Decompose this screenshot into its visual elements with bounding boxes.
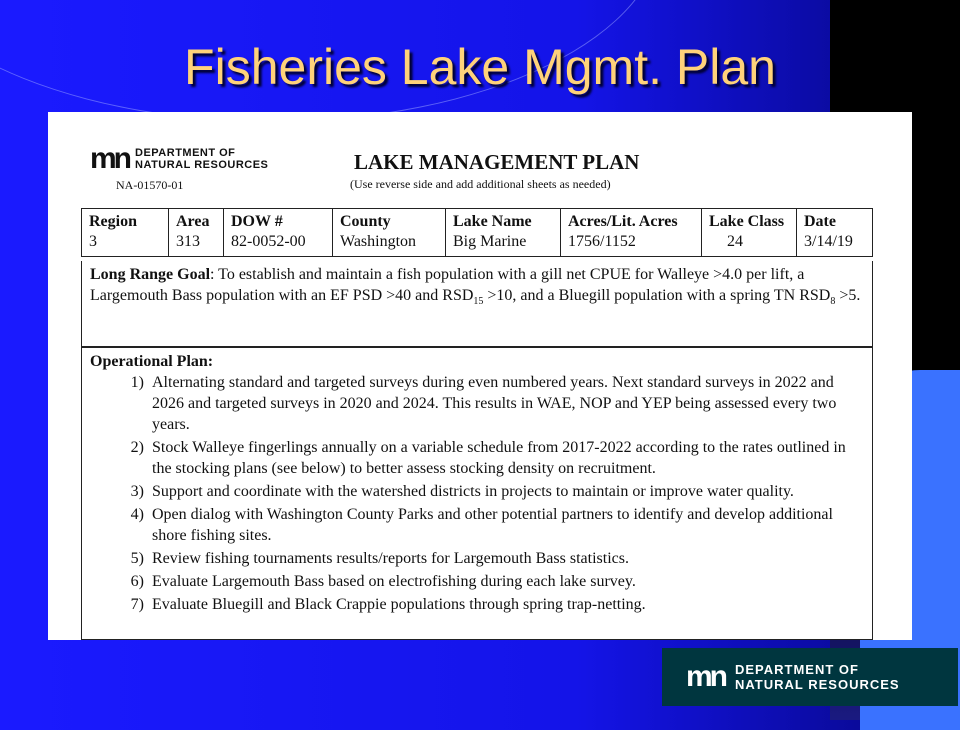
plan-item-text: Evaluate Bluegill and Black Crappie populations through spring trap-netting. — [152, 596, 646, 613]
plan-item — [90, 594, 864, 615]
corner-dnr-line1: DEPARTMENT OF — [735, 662, 859, 677]
corner-dnr-text — [735, 662, 900, 692]
plan-item-number: 3) — [130, 483, 144, 500]
form-id: NA-01570-01 — [116, 178, 184, 192]
goal-sub-2: 8 — [830, 296, 836, 308]
plan-item — [90, 504, 864, 546]
dnr-logo-line2: NATURAL RESOURCES — [135, 159, 269, 171]
info-cell-date: Date 3/14/19 — [797, 209, 873, 257]
corner-mn-logo-mark: mn — [686, 660, 725, 693]
goal-sub-1: 15 — [473, 296, 484, 308]
corner-dnr-logo — [662, 648, 958, 706]
plan-item-text: Stock Walleye fingerlings annually on a variable schedule from 2017-2022 according to the rates outlined in the stocking plans (see below) to better assess stocking density on recruitment. — [152, 439, 846, 477]
plan-list — [90, 372, 864, 615]
goal-text-3: >5. — [835, 287, 861, 304]
plan-heading: Operational Plan: — [90, 353, 214, 370]
document-title: LAKE MANAGEMENT PLAN — [354, 150, 640, 174]
plan-item-text: Alternating standard and targeted surveys during even numbered years. Next standard surveys in 2022 and 2026 and targeted surveys in 2020 and 2024. This results in WAE, NOP and YEP being assessed every two years. — [152, 374, 837, 433]
goal-text-2: >10, and a Bluegill population with a spring TN RSD — [483, 287, 831, 304]
plan-item-text: Support and coordinate with the watershed districts in projects to maintain or improve water quality. — [152, 483, 794, 500]
document-subtitle: (Use reverse side and add additional sheets as needed) — [350, 177, 611, 191]
plan-item-number: 1) — [130, 374, 144, 391]
plan-item-number: 7) — [130, 596, 144, 613]
plan-item-number: 4) — [130, 506, 144, 523]
info-cell-county: County Washington — [333, 209, 446, 257]
mn-logo-mark: mn — [90, 142, 129, 175]
info-cell-lake-name: Lake Name Big Marine — [446, 209, 561, 257]
lake-info-row — [82, 209, 873, 257]
plan-item-text: Open dialog with Washington County Parks and other potential partners to identify and develop additional shore fishing sites. — [152, 506, 833, 544]
info-cell-acres: Acres/Lit. Acres 1756/1152 — [561, 209, 702, 257]
plan-item — [90, 437, 864, 479]
long-range-goal — [81, 261, 873, 347]
info-cell-area: Area 313 — [169, 209, 224, 257]
plan-item — [90, 571, 864, 592]
plan-item-number: 5) — [130, 550, 144, 567]
dnr-logo-line1: DEPARTMENT OF — [135, 147, 236, 159]
slide-title: Fisheries Lake Mgmt. Plan — [184, 39, 776, 95]
operational-plan — [81, 347, 873, 640]
plan-item-text: Review fishing tournaments results/reports for Largemouth Bass statistics. — [152, 550, 629, 567]
plan-item — [90, 548, 864, 569]
goal-text-1: : To establish and maintain a fish population with a gill net CPUE for Walleye >4.0 per lift, a Largemouth Bass population with an EF PSD >40 and RSD — [90, 266, 805, 304]
plan-item-text: Evaluate Largemouth Bass based on electrofishing during each lake survey. — [152, 573, 636, 590]
plan-item — [90, 481, 864, 502]
plan-item-number: 2) — [130, 439, 144, 456]
dnr-logo-text — [135, 147, 268, 171]
dnr-logo — [90, 144, 268, 174]
document-page — [48, 112, 912, 640]
info-cell-lake-class: Lake Class 24 — [702, 209, 797, 257]
plan-item-number: 6) — [130, 573, 144, 590]
info-cell-region: Region 3 — [82, 209, 169, 257]
goal-label: Long Range Goal — [90, 266, 211, 283]
info-cell-dow: DOW # 82-0052-00 — [224, 209, 333, 257]
corner-dnr-line2: NATURAL RESOURCES — [735, 677, 900, 692]
plan-item — [90, 372, 864, 435]
lake-info-table — [81, 208, 873, 257]
